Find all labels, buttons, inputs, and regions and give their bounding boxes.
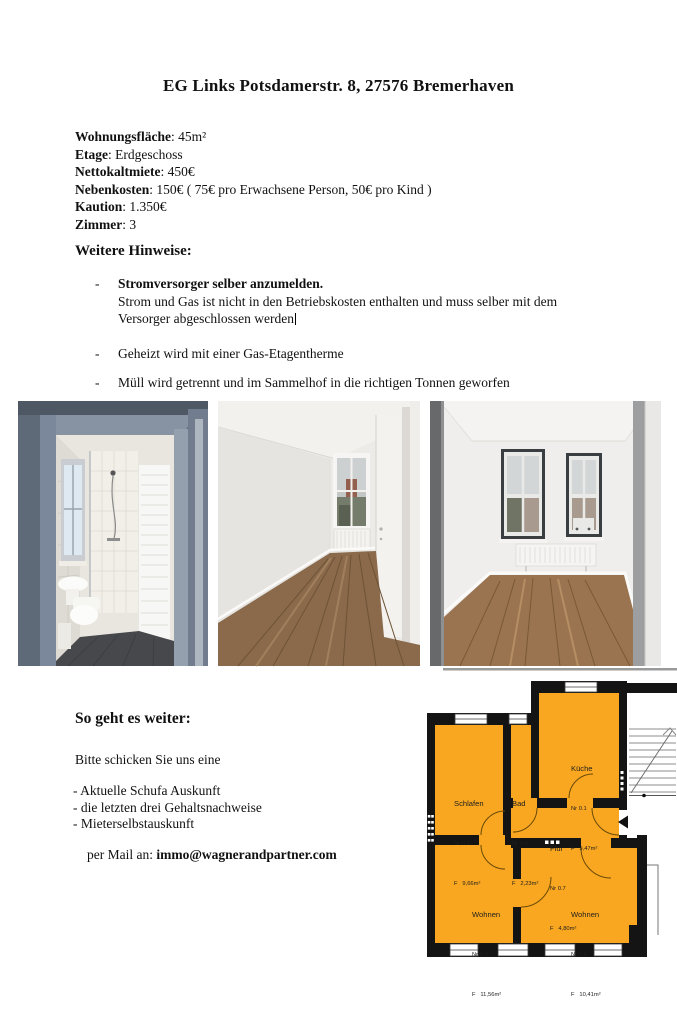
detail-row-kaution: Kaution: 1.350€	[75, 199, 167, 214]
document-item-mieterselbstauskunft: - Mieterselbstauskunft	[73, 816, 195, 831]
detail-row-etage: Etage: Erdgeschoss	[75, 146, 183, 162]
contact-mail-line	[87, 847, 337, 863]
hint-item-strom: - Stromversorger selber anzumelden. Strom und Gas ist nicht in den Betriebskosten enthalten und muss selber mit dem Versorger abgeschlossen werden	[95, 276, 558, 326]
document-item-gehaltsnachweise: - die letzten drei Gehaltsnachweise	[73, 799, 262, 815]
photo-empty-room[interactable]	[218, 401, 420, 666]
photo-bathroom-image	[18, 401, 208, 666]
room-label-wohnen-03: Wohnen Nr 0.3 F 11,56m²	[472, 909, 502, 998]
detail-row-nettokaltmiete: Nettokaltmiete: 450€	[75, 164, 195, 179]
detail-row-wohnungsflaeche: Wohnungsfläche: 45m²	[75, 129, 207, 144]
room-label-kueche: Küche Nr 0.1 F 9,47m²	[571, 763, 598, 852]
bullet-dash: -	[95, 346, 100, 361]
document-item-schufa: - Aktuelle Schufa Auskunft	[73, 783, 221, 798]
detail-row-nebenkosten: Nebenkosten: 150€ ( 75€ pro Erwachsene Person, 50€ pro Kind )	[75, 181, 432, 197]
detail-row-zimmer: Zimmer: 3	[75, 216, 137, 232]
bullet-dash: -	[95, 276, 100, 291]
room-label-flur: Flur Nr 0.7 F 4,80m²	[550, 843, 577, 932]
bullet-dash: -	[95, 375, 100, 390]
property-details	[75, 128, 432, 233]
mail-address[interactable]: immo@wagnerandpartner.com	[156, 847, 337, 862]
photo-room-two-windows-image	[430, 401, 661, 666]
next-steps-intro: Bitte schicken Sie uns eine	[75, 752, 221, 767]
room-label-wohnen-04: Wohnen Nr 0.4 F 10,41m²	[571, 909, 601, 998]
photo-room-two-windows[interactable]	[430, 401, 661, 666]
hint-item-heizung: - Geheizt wird mit einer Gas-Etagentherme	[95, 346, 344, 361]
mail-label: per Mail an:	[87, 847, 157, 862]
photo-empty-room-image	[218, 401, 420, 666]
next-steps-heading: So geht es weiter:	[75, 710, 191, 727]
room-label-bad: Bad Nr 0.6 F 2,23m²	[512, 798, 539, 887]
text-cursor	[295, 313, 296, 325]
hint-item-muell: - Müll wird getrennt und im Sammelhof in die richtigen Tonnen geworfen	[95, 375, 510, 390]
required-documents-list	[73, 783, 262, 833]
room-label-schlafen: Schlafen Nr 0.2 F 9,66m²	[454, 798, 484, 887]
floor-plan	[425, 667, 677, 998]
photo-bathroom[interactable]	[18, 401, 208, 666]
page-title: EG Links Potsdamerstr. 8, 27576 Bremerhaven	[163, 76, 514, 95]
hints-heading: Weitere Hinweise:	[75, 243, 192, 259]
